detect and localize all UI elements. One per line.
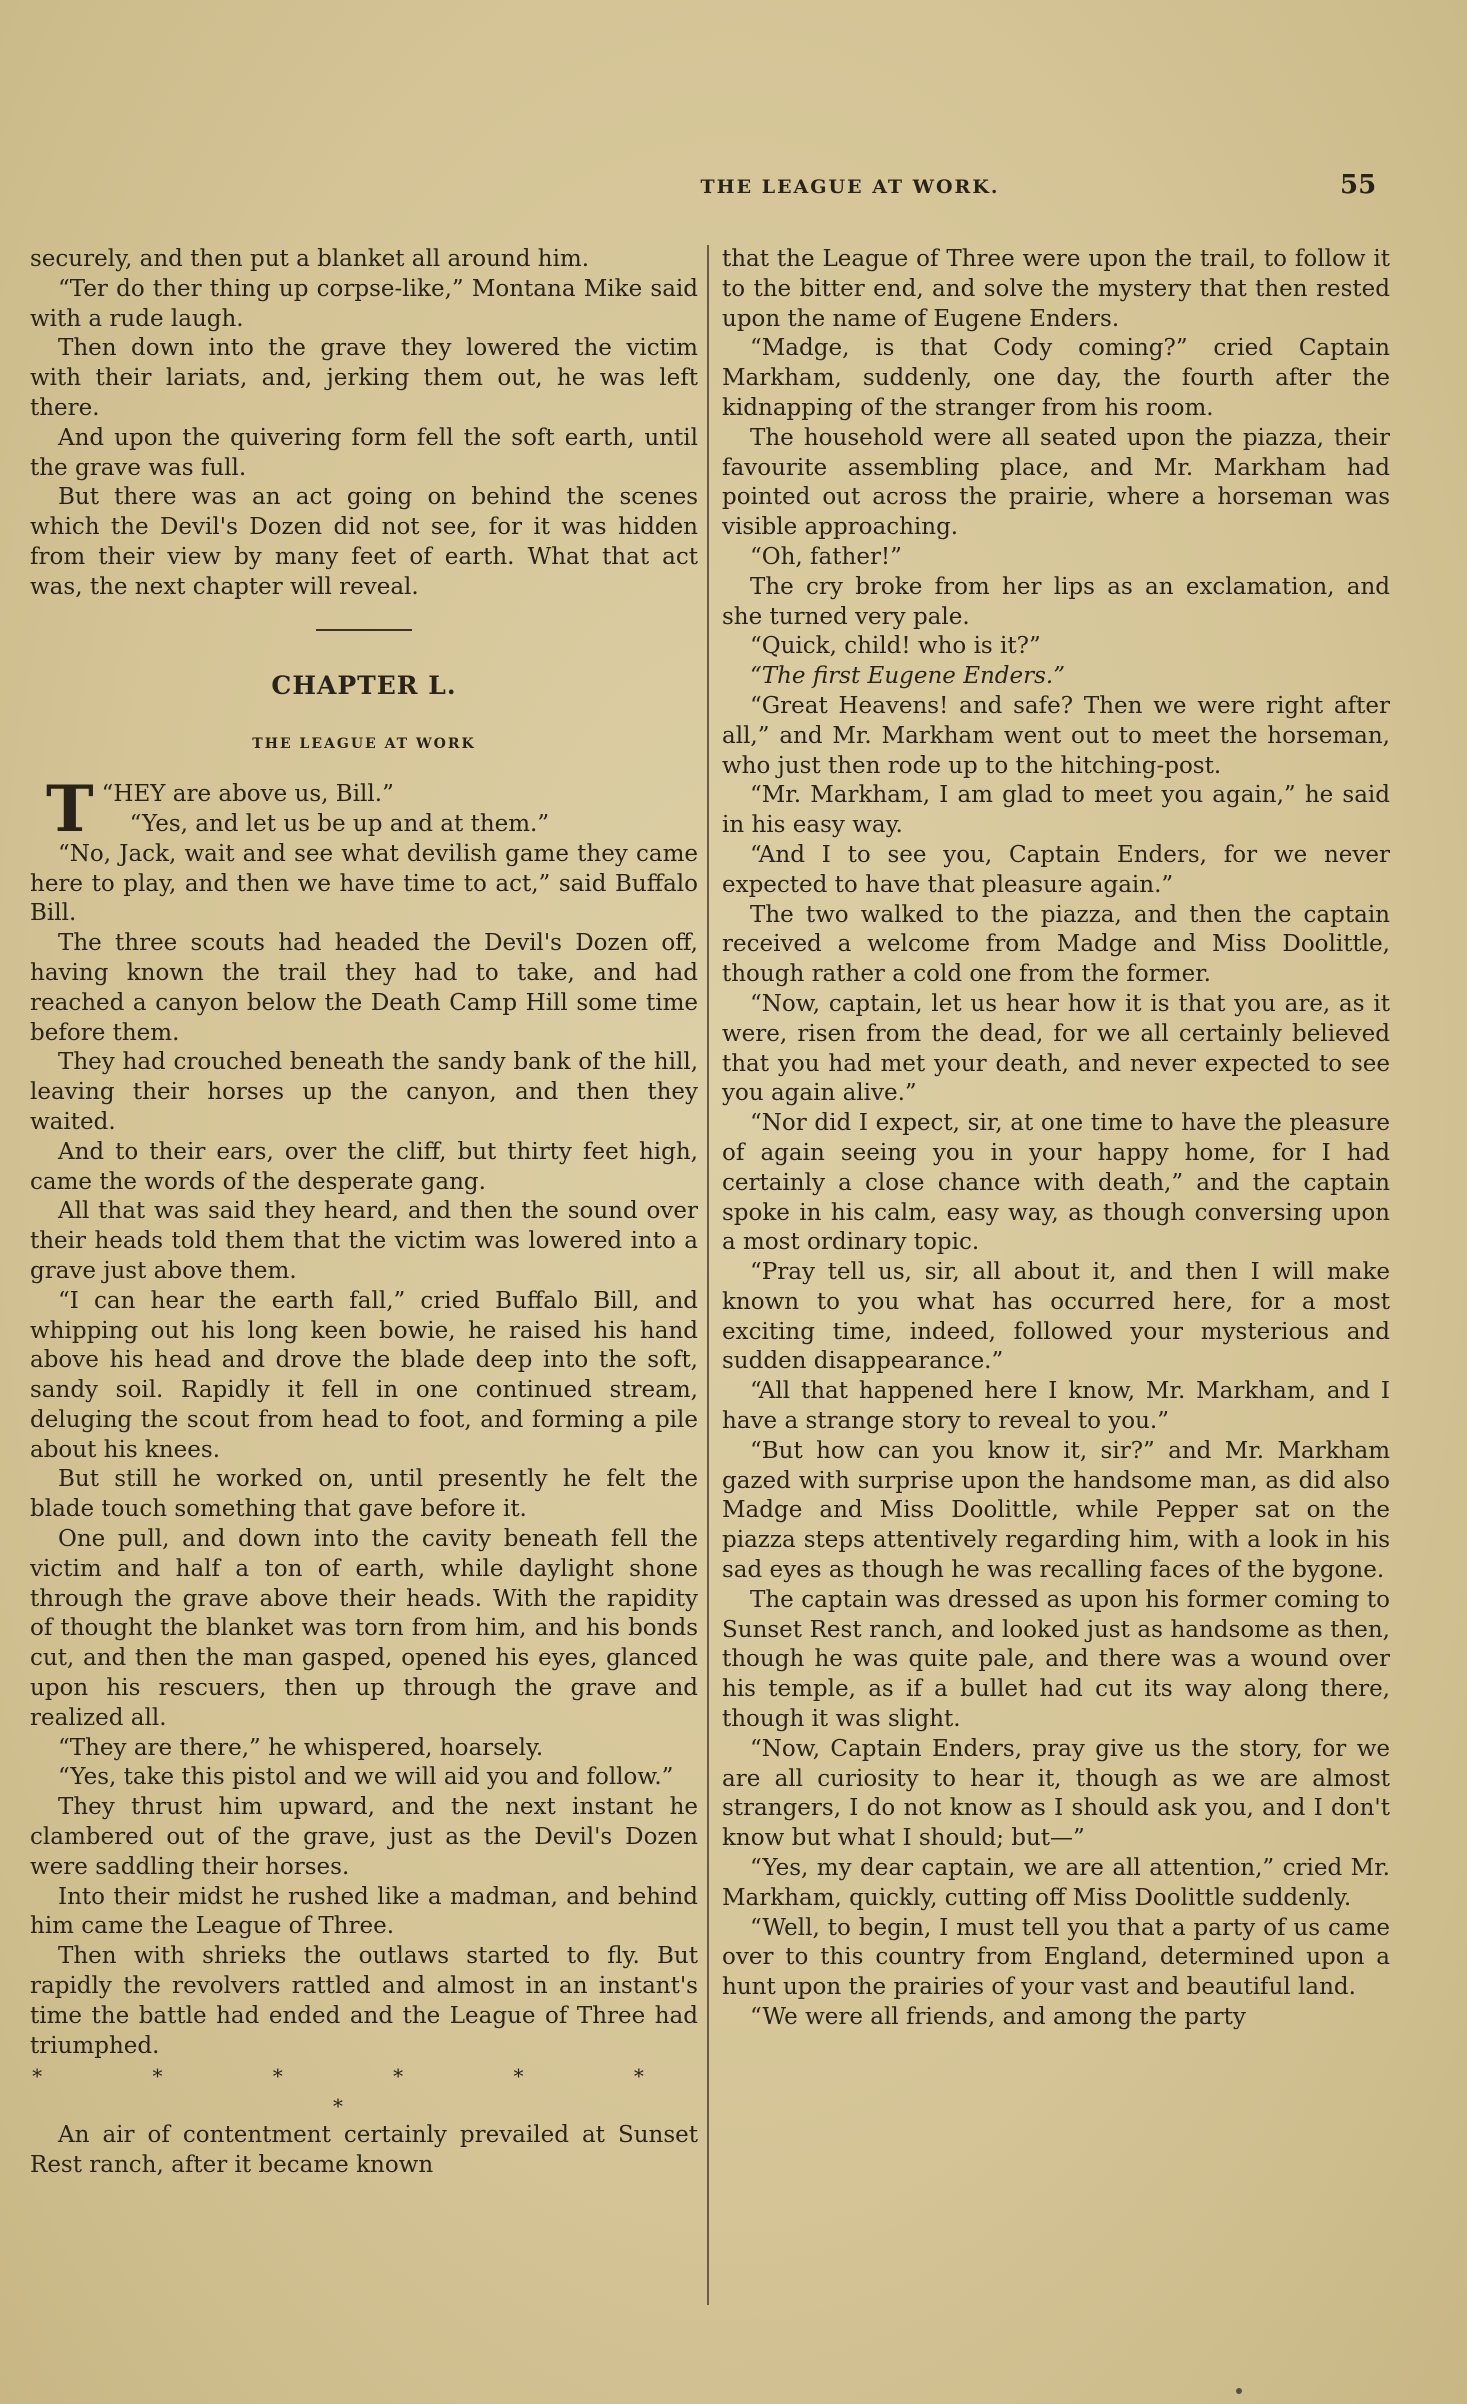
paragraph: that the League of Three were upon the trail, to follow it to the bitter end, and solve the mystery that then rested upon the name of Eugene Enders. xyxy=(722,246,1390,332)
paragraph: They thrust him upward, and the next instant he clambered out of the grave, just as the Devil's Dozen were saddling their horses. xyxy=(30,1794,698,1880)
paragraph: “Well, to begin, I must tell you that a party of us came over to this country from England, determined upon a hunt upon the prairies of your vast and beautiful land. xyxy=(722,1914,1390,2001)
page-number: 55 xyxy=(1340,170,1377,200)
paragraph: The cry broke from her lips as an exclamation, and she turned very pale. xyxy=(722,573,1390,630)
paragraph: “Quick, child! who is it?” xyxy=(750,633,1041,660)
paragraph: “Pray tell us, sir, all about it, and then I will make known to you what has occurred here, for a most exciting time, indeed, followed your mysterious and sudden disappearance.” xyxy=(722,1259,1390,1375)
paragraph: The two walked to the piazza, and then the captain received a welcome from Madge and Miss Doolittle, though rather a cold one from the former. xyxy=(722,901,1390,988)
paragraph: “Mr. Markham, I am glad to meet you again,” he said in his easy way. xyxy=(722,782,1390,839)
paragraph: One pull, and down into the cavity beneath fell the victim and half a ton of earth, while daylight shone through the grave above their heads. With the rapidity of thought the blanket was torn from him, and his bonds cut, and then the man gasped, opened his eyes, glanced upon his rescuers, then up through the grave and realized all. xyxy=(30,1526,698,1731)
paragraph: “Great Heavens! and safe? Then we were right after all,” and Mr. Markham went out to meet the horseman, who just then rode up to the hitching-post. xyxy=(722,692,1390,779)
left-column xyxy=(30,245,698,2181)
section-divider-rule xyxy=(316,629,412,631)
paragraph: Then down into the grave they lowered the victim with their lariats, and, jerking them out, he was left there. xyxy=(30,335,698,421)
paragraph: Into their midst he rushed like a madman, and behind him came the League of Three. xyxy=(30,1883,698,1940)
section-break-stars: * * * * * * * xyxy=(32,2064,696,2119)
paragraph: “Now, Captain Enders, pray give us the story, for we are all curiosity to hear it, though as we are almost strangers, I do not know as I should ask you, and I don't know but what I should; but—” xyxy=(722,1735,1390,1852)
paragraph: “They are there,” he whispered, hoarsely. xyxy=(58,1734,544,1761)
drop-cap: T xyxy=(46,772,94,848)
paragraph: All that was said they heard, and then the sound over their heads told them that the victim was lowered into a grave just above them. xyxy=(30,1198,698,1284)
paragraph: They had crouched beneath the sandy bank of the hill, leaving their horses up the canyon, and then they waited. xyxy=(30,1049,698,1135)
paragraph: “The first Eugene Enders.” xyxy=(750,663,1066,690)
paragraph: “Yes, and let us be up and at them.” xyxy=(129,810,550,837)
paragraph: Then with shrieks the outlaws started to fly. But rapidly the revolvers rattled and almost in an instant's time the battle had ended and the League of Three had triumphed. xyxy=(30,1943,698,2059)
column-divider xyxy=(707,245,709,2305)
opening-text: HEY are above us, Bill.” xyxy=(113,781,394,808)
paragraph: securely, and then put a blanket all around him. xyxy=(30,246,590,272)
chapter-title: CHAPTER L. xyxy=(271,670,457,700)
chapter-opening-paragraph: “ T HEY are above us, Bill.” xyxy=(46,772,394,848)
paragraph: “Yes, my dear captain, we are all attention,” cried Mr. Markham, quickly, cutting off Miss Doolittle suddenly. xyxy=(722,1855,1390,1911)
paragraph: “And I to see you, Captain Enders, for we never expected to have that pleasure again.” xyxy=(722,841,1390,898)
paragraph: And to their ears, over the cliff, but thirty feet high, came the words of the desperate gang. xyxy=(30,1138,698,1195)
paragraph: “No, Jack, wait and see what devilish game they came here to play, and then we have time to act,” said Buffalo Bill. xyxy=(30,840,698,927)
paragraph: “Yes, take this pistol and we will aid you and follow.” xyxy=(58,1764,674,1791)
paragraph: But there was an act going on behind the scenes which the Devil's Dozen did not see, for it was hidden from their view by many feet of earth. What that act was, the next chapter will reveal. xyxy=(30,484,698,600)
paragraph: “Now, captain, let us hear how it is that you are, as it were, risen from the dead, for we all certainly believed that you had met your death, and never expected to see you again alive.” xyxy=(722,990,1390,1107)
running-head: THE LEAGUE AT WORK. xyxy=(700,176,1000,198)
paragraph: The household were all seated upon the piazza, their favourite assembling place, and Mr. Markham had pointed out across the prairie, where a horseman was visible approaching. xyxy=(722,424,1390,541)
ink-blot-mark xyxy=(1236,2388,1242,2394)
chapter-subtitle: THE LEAGUE AT WORK xyxy=(252,736,476,753)
paragraph: The three scouts had headed the Devil's Dozen off, having known the trail they had to take, and had reached a canyon below the Death Camp Hill some time before them. xyxy=(30,930,698,1046)
paragraph: The captain was dressed as upon his former coming to Sunset Rest ranch, and looked just as handsome as then, though he was quite pale, and there was a wound over his temple, as if a bullet had cut its way along there, though it was slight. xyxy=(722,1586,1390,1733)
right-column xyxy=(722,245,1390,2033)
paragraph: “Ter do ther thing up corpse-like,” Montana Mike said with a rude laugh. xyxy=(30,275,698,332)
paragraph: “We were all friends, and among the party xyxy=(750,2004,1246,2031)
paragraph: “All that happened here I know, Mr. Markham, and I have a strange story to reveal to you.” xyxy=(722,1378,1390,1435)
paragraph: And upon the quivering form fell the soft earth, until the grave was full. xyxy=(30,424,698,481)
paragraph: An air of contentment certainly prevailed at Sunset Rest ranch, after it became known xyxy=(30,2122,698,2179)
paragraph: “Madge, is that Cody coming?” cried Captain Markham, suddenly, one day, the fourth after the kidnapping of the stranger from his room. xyxy=(722,335,1390,421)
paragraph: “Oh, father!” xyxy=(750,543,902,570)
paragraph: But still he worked on, until presently he felt the blade touch something that gave before it. xyxy=(30,1466,698,1523)
paragraph: “But how can you know it, sir?” and Mr. Markham gazed with surprise upon the handsome man, as did also Madge and Miss Doolittle, while Pepper sat on the piazza steps attentively regarding him, with a look in his sad eyes as though he was recalling faces of the bygone. xyxy=(722,1437,1390,1584)
paragraph: “Nor did I expect, sir, at one time to have the pleasure of again seeing you in your happy home, for I had certainly a close chance with death,” and the captain spoke in his calm, easy way, as though conversing upon a most ordinary topic. xyxy=(722,1110,1390,1256)
paragraph: “I can hear the earth fall,” cried Buffalo Bill, and whipping out his long keen bowie, he raised his hand above his head and drove the blade deep into the soft, sandy soil. Rapidly it fell in one continued stream, deluging the scout from head to foot, and forming a pile about his knees. xyxy=(30,1287,698,1463)
